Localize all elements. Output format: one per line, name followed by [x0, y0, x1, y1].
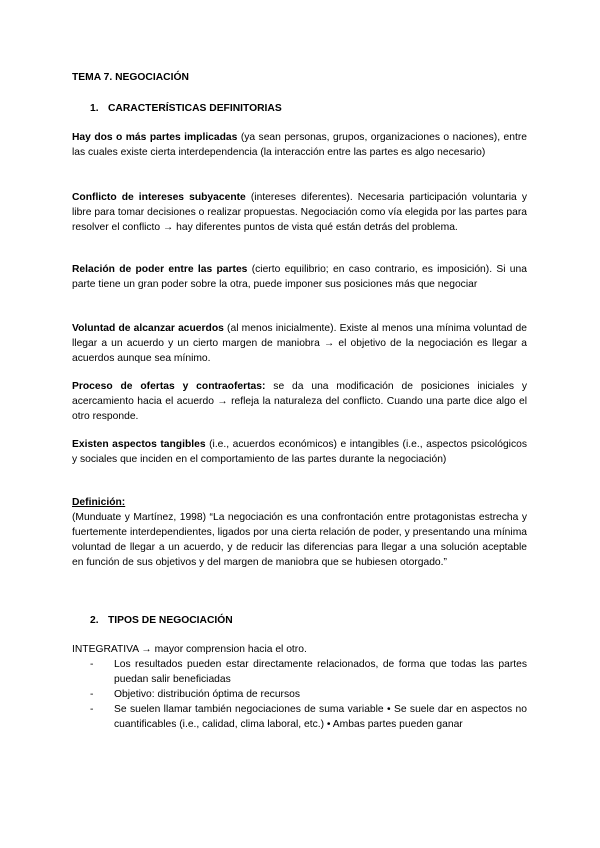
- characteristic-text: (i.e., acuerdos económicos) e intangibles (i.e., aspectos psicológicos y sociales que inciden en el comportamiento de las partes durante la negociación): [72, 439, 527, 465]
- section1-number: 1.: [90, 103, 99, 114]
- characteristic-paragraph: [72, 190, 527, 235]
- characteristic-text: (intereses diferentes). Necesaria participación voluntaria y libre para tomar decisiones o realizar propuestas. Negociación como vía elegida por las partes para resolver el conflicto → hay diferentes puntos de vista qué están detrás del problema.: [72, 192, 527, 233]
- characteristic-paragraph: [72, 437, 527, 467]
- document-title: TEMA 7. NEGOCIACIÓN: [72, 72, 189, 83]
- definition-label-text: Definición:: [72, 497, 126, 508]
- section1-title: CARACTERÍSTICAS DEFINITORIAS: [108, 103, 282, 114]
- section2-heading: [90, 613, 233, 628]
- characteristic-text: (al menos inicialmente). Existe al menos una mínima voluntad de llegar a un acuerdo y un cierto margen de maniobra → el objetivo de la negociación es llegar a acuerdos aunque sea mínimo.: [72, 323, 528, 364]
- list-item: [72, 687, 527, 702]
- characteristic-text: se da una modificación de posiciones iniciales y acercamiento hacia el acuerdo → refleja la naturaleza del conflicto. Cuando una parte dice algo el otro responde.: [72, 381, 527, 422]
- definition-label: [72, 495, 527, 510]
- section1-heading: [90, 101, 282, 116]
- list-item-text: Objetivo: distribución óptima de recursos: [114, 689, 301, 700]
- list-dash: -: [90, 704, 94, 715]
- characteristic-term: Proceso de ofertas y contraofertas:: [72, 381, 266, 392]
- integrativa-list: [72, 657, 527, 732]
- characteristic-paragraph: [72, 321, 527, 366]
- characteristic-paragraph: [72, 130, 527, 160]
- list-item: [72, 657, 527, 687]
- characteristic-term: Conflicto de intereses subyacente: [72, 192, 246, 203]
- list-dash: -: [90, 659, 94, 670]
- characteristic-paragraph: [72, 379, 527, 424]
- list-dash: -: [90, 689, 94, 700]
- characteristic-term: Voluntad de alcanzar acuerdos: [72, 323, 224, 334]
- characteristic-term: Hay dos o más partes implicadas: [72, 132, 238, 143]
- characteristic-text: (cierto equilibrio; en caso contrario, es imposición). Si una parte tiene un gran poder sobre la otra, puede imponer sus posiciones más que negociar: [72, 264, 527, 290]
- list-item-text: Se suelen llamar también negociaciones de suma variable • Se suele dar en aspectos no cuantificables (i.e., calidad, clima laboral, etc.) • Ambas partes pueden ganar: [114, 704, 527, 730]
- list-item-text: Los resultados pueden estar directamente relacionados, de forma que todas las partes puedan salir beneficiadas: [114, 659, 527, 685]
- integrativa-intro: INTEGRATIVA → mayor comprension hacia el otro.: [72, 644, 307, 655]
- list-item: [72, 702, 527, 732]
- characteristic-term: Relación de poder entre las partes: [72, 264, 248, 275]
- characteristic-term: Existen aspectos tangibles: [72, 439, 206, 450]
- characteristic-paragraph: [72, 262, 527, 292]
- definition-paragraph: (Munduate y Martínez, 1998) “La negociación es una confrontación entre protagonistas estrecha y fuertemente interdependientes, ligados por una cierta relación de poder, y presentando una mínima voluntad de llegar a un acuerdo, y de reducir las diferencias para llegar a una solución aceptable en función de sus objetivos y del margen de maniobra que se hubiesen otorgado.”: [72, 512, 527, 568]
- section2-title: TIPOS DE NEGOCIACIÓN: [108, 615, 233, 626]
- section2-number: 2.: [90, 615, 99, 626]
- characteristic-text: (ya sean personas, grupos, organizaciones o naciones), entre las cuales existe cierta interdependencia (la interacción entre las partes es algo necesario): [72, 132, 527, 158]
